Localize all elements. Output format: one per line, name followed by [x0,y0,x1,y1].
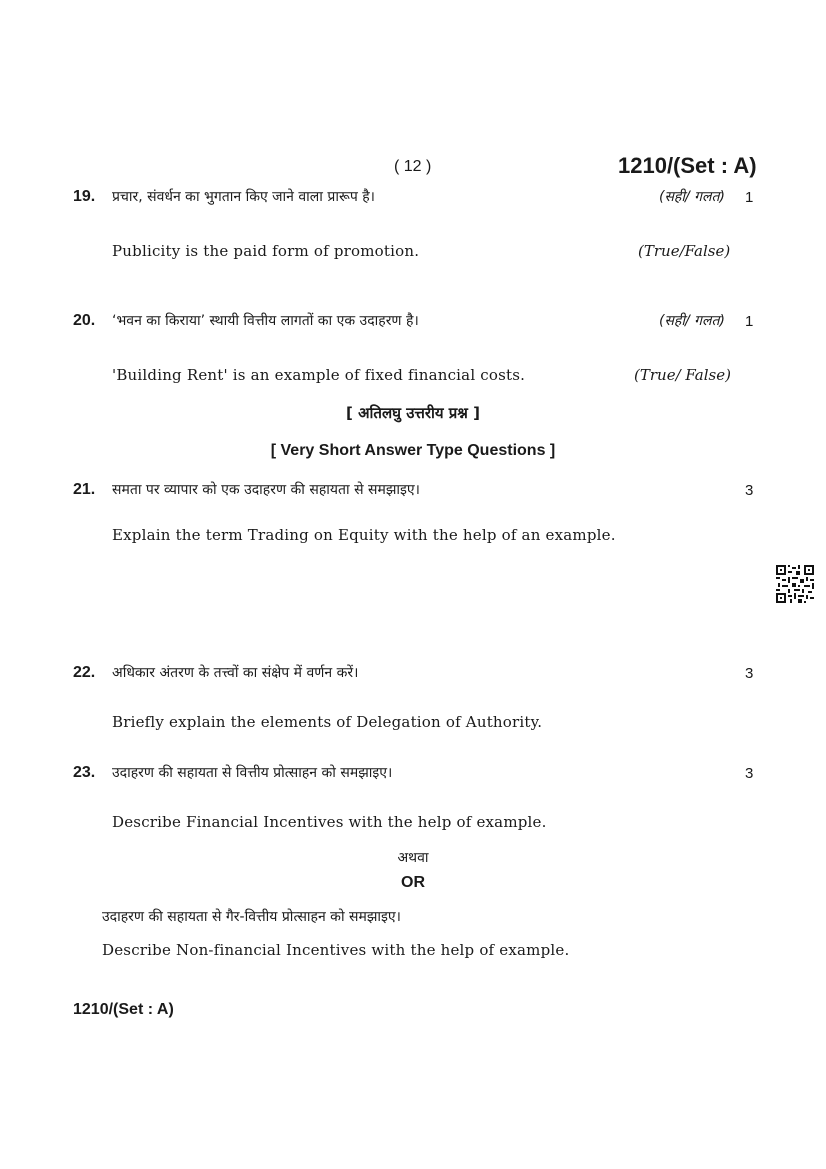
alternative-question-hindi: उदाहरण की सहायता से गैर-वित्तीय प्रोत्साहन को समझाइए। [102,909,401,925]
question-text-english: Publicity is the paid form of promotion. [112,242,420,260]
question-marks: 3 [745,482,754,499]
true-false-hindi: (सही/ गलत) [659,189,725,205]
question-text-english: 'Building Rent' is an example of fixed financial costs. [112,366,526,384]
page-number: ( 12 ) [394,158,432,175]
true-false-hindi: (सही/ गलत) [659,313,725,329]
or-label-english: OR [401,874,425,891]
question-marks: 3 [745,765,754,782]
set-code-header: 1210/(Set : A) [618,153,757,178]
question-text-english: Explain the term Trading on Equity with the help of an example. [112,526,616,544]
question-text-english: Briefly explain the elements of Delegation of Authority. [112,713,543,731]
question-text-hindi: ‘भवन का किराया’ स्थायी वित्तीय लागतों का एक उदाहरण है। [112,313,419,329]
question-marks: 3 [745,665,754,682]
section-heading-english: [ Very Short Answer Type Questions ] [270,442,556,459]
question-number: 20. [73,312,96,329]
question-number: 22. [73,664,96,681]
qr-code [776,565,814,603]
question-number: 21. [73,481,96,498]
question-number: 23. [73,764,96,781]
question-marks: 1 [745,313,754,330]
or-label-hindi: अथवा [397,850,429,866]
question-marks: 1 [745,189,754,206]
question-text-hindi: अधिकार अंतरण के तत्त्वों का संक्षेप में वर्णन करें। [112,665,359,681]
question-text-hindi: उदाहरण की सहायता से वित्तीय प्रोत्साहन को समझाइए। [112,765,393,781]
question-text-english: Describe Financial Incentives with the help of example. [112,813,547,831]
alternative-question-english: Describe Non-financial Incentives with the help of example. [102,941,570,959]
true-false-english: (True/False) [638,242,731,260]
set-code-footer: 1210/(Set : A) [73,1001,174,1018]
section-heading-hindi: [ अतिलघु उत्तरीय प्रश्न ] [346,404,480,422]
question-text-hindi: प्रचार, संवर्धन का भुगतान किए जाने वाला प्रारूप है। [112,189,375,205]
question-text-hindi: समता पर व्यापार को एक उदाहरण की सहायता से समझाइए। [112,482,420,498]
question-number: 19. [73,188,96,205]
true-false-english: (True/ False) [634,366,731,384]
